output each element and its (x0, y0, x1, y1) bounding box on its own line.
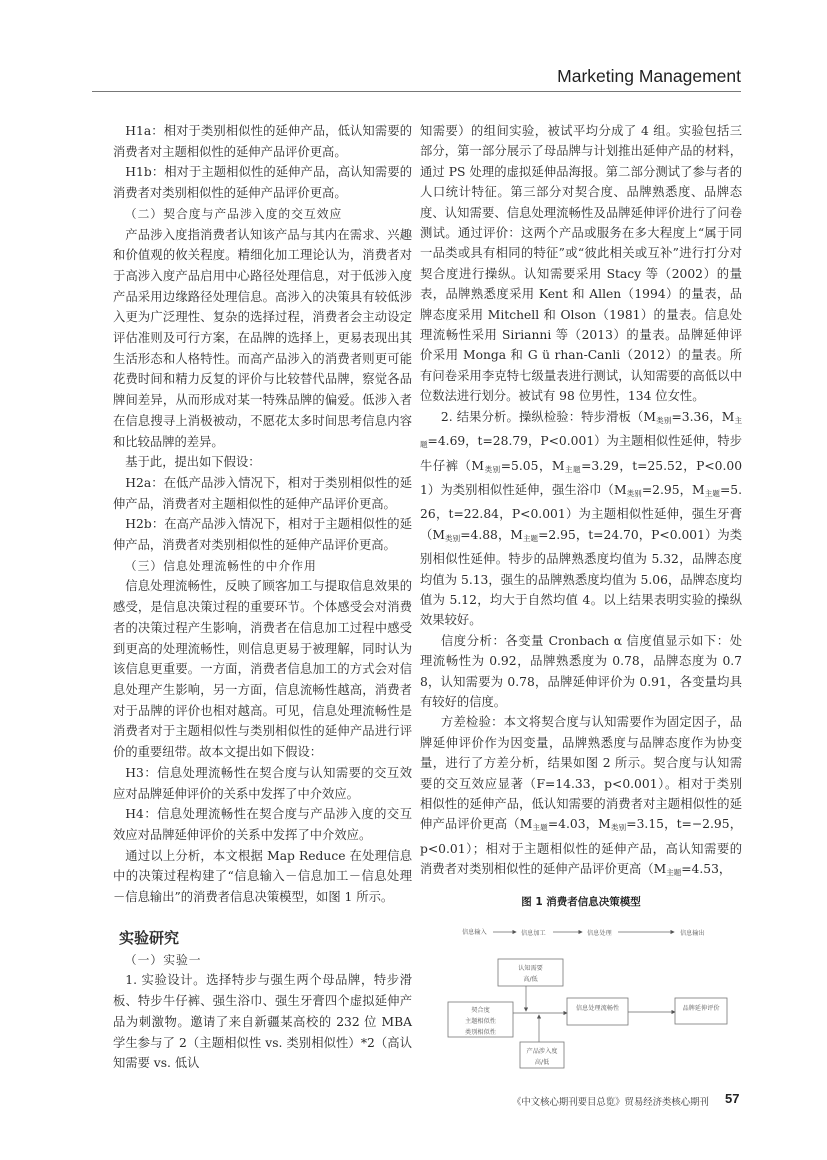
text-run: =4.88，M (460, 527, 523, 542)
cognition-label: 认知需要 (518, 964, 543, 972)
involvement-level: 高/低 (534, 1058, 550, 1066)
text-run: 2. 结果分析。操纵检验：特步滑板（M (440, 409, 657, 424)
paragraph-anova (420, 712, 742, 883)
left-column (113, 121, 412, 1074)
hypothesis-h4: H4：信息处理流畅性在契合度与产品涉入度的交互效应对品牌延伸评价的关系中发挥了中介效应。 (113, 807, 412, 842)
text-run: =4.53， (681, 862, 732, 877)
subscript: 主题 (564, 464, 582, 474)
paragraph-reliability: 信度分析：各变量 Cronbach α 信度值显示如下：处理流畅性为 0.92，品牌熟悉度为 0.78，品牌态度为 0.78，认知需要为 0.78，品牌延伸评价为 0.91，各变量均具有较好的信度。 (420, 633, 742, 709)
subscript: 类别 (484, 464, 501, 474)
stage-processing: 信息加工 (521, 929, 546, 937)
subscript: 类别 (656, 415, 672, 425)
right-column (420, 121, 742, 1079)
text-run: 方差检验：本文将契合度与认知需要作为固定因子，品牌延伸评价作为因变量，品牌熟悉度与品牌态度作为协变量，进行了方差分析，结果如图 2 所示。契合度与认知需要的交互效应显著（F=14.33，p<0.001）。相对于类别相似性的延伸产品，低认知需要的消费者对主题相似性的延伸产品评价更高（M (420, 715, 742, 832)
paragraph-fluency: 信息处理流畅性，反映了顾客加工与提取信息效果的感受，是信息决策过程的重要环节。个体感受会对消费者的决策过程产生影响，消费者在信息加工过程中感受到更高的处理流畅性，则信息更易于被理解，同时认为该信息更重要。一方面，消费者信息加工的方式会对信息处理产生影响，另一方面，信息流畅性越高，消费者对于品牌的评价也相对越高。可见，信息处理流畅性是消费者对于主题相似性与类别相似性的延伸产品进行评价的重要纽带。故本文提出如下假设： (113, 579, 412, 760)
fluency-label: 信息处理流畅性 (575, 1004, 620, 1012)
footer-journal: 《中文核心期刊要目总览》贸易经济类核心期刊 (512, 1097, 709, 1108)
text-run: =4.03，M (547, 817, 611, 832)
subscript: 类别 (444, 533, 461, 543)
cognition-level: 高/低 (523, 975, 538, 983)
stage-output: 信息输出 (680, 929, 705, 937)
subscript: 类别 (626, 488, 642, 498)
evaluation-label: 品牌延伸评价 (682, 1004, 720, 1012)
paragraph-design-continued: 知需要）的组间实验，被试平均分成了 4 组。实验包括三部分，第一部分展示了母品牌与计划推出延伸产品的材料，通过 PS 处理的虚拟延伸品海报。第二部分测试了参与者的人口统计特征。第三部分对契合度、品牌熟悉度、品牌态度、认知需要、信息处理流畅性及品牌延伸评价进行了问卷测试。通过评价：这两个产品或服务在多大程度上“属于同一品类或具有相同的特征”或“彼此相关或互补”进行打分对契合度进行操纵。认知需要采用 Stacy 等（2002）的量表，品牌熟悉度采用 Kent 和 Allen（1994）的量表，品牌态度采用 Mitchell 和 Olson（1981）的量表。信息处理流畅性采用 Sirianni 等（2013）的量表。品牌延伸评价采用 Monga 和 G ü rhan-Canli（2012）的量表。所有问卷采用李克特七级量表进行测试，认知需要的高低以中位数法进行划分。被试有 98 位男性，134 位女性。 (420, 124, 742, 404)
decision-model-diagram (440, 914, 740, 1079)
stage-handling: 信息处理 (587, 929, 612, 937)
text-run: =3.15，t=−2.95，p<0.01）；相对于主题相似性的延伸产品，高认知需要的消费者对类别相似性的延伸产品评价更高（M (420, 817, 743, 877)
paragraph-model: 通过以上分析，本文根据 Map Reduce 在处理信息中的决策过程构建了“信息输入－信息加工－信息处理－信息输出”的消费者信息决策模型，如图 1 所示。 (113, 848, 412, 905)
header-rule (92, 91, 741, 92)
hypothesis-h2b: H2b：在高产品涉入情况下，相对于主题相似性的延伸产品，消费者对类别相似性的延伸产品评价更高。 (113, 517, 412, 553)
text-run: =3.29，t=25.52，P<0.001）为类别相似性延伸，强生浴巾（M (420, 458, 743, 497)
text-run: =4.69，t=28.79，P<0.001）为主题相似性延伸，特步牛仔裤（M (420, 434, 742, 473)
subscript: 主题 (532, 823, 548, 833)
paragraph-results (420, 407, 742, 631)
text-run: =2.95，t=24.70，P<0.001）为类别相似性延伸。特步的品牌熟悉度均值为 5.32，品牌态度均值为 5.13，强生的品牌熟悉度均值为 5.06，品牌态度均值为 5.12，均大于自然均值 4。以上结果表明实验的操纵效果较好。 (420, 527, 743, 628)
text-run: =5.05，M (500, 458, 565, 473)
section-title: 实验研究 (119, 928, 180, 947)
running-header: Marketing Management (557, 66, 741, 86)
subheading-experiment-1: （一）实验一 (124, 952, 202, 967)
fit-theme: 主题相似性 (465, 1017, 496, 1025)
hypothesis-h2a: H2a：在低产品涉入情况下，相对于类别相似性的延伸产品，消费者对主题相似性的延伸产品评价更高。 (113, 475, 412, 511)
page-number: 57 (725, 1091, 740, 1106)
subheading-fluency: （三）信息处理流畅性的中介作用 (124, 558, 317, 573)
paragraph-hypotheses-intro: 基于此，提出如下假设： (125, 455, 261, 470)
text-run: =5.26，t=22.84，P<0.001）为主题相似性延伸，强生牙膏（M (420, 482, 743, 542)
hypothesis-h3: H3：信息处理流畅性在契合度与认知需要的交互效应对品牌延伸评价的关系中发挥了中介效应。 (113, 765, 412, 801)
subscript: 主题 (666, 868, 682, 878)
hypothesis-h1b: H1b：相对于主题相似性的延伸产品，高认知需要的消费者对类别相似性的延伸产品评价更高。 (113, 165, 412, 201)
subscript: 类别 (610, 823, 627, 833)
text-run: =3.36，M (671, 409, 735, 424)
stage-input: 信息输入 (462, 928, 487, 936)
subscript: 主题 (704, 488, 720, 498)
subscript: 主题 (420, 415, 743, 450)
text-run: =2.95，M (641, 482, 705, 497)
fit-category: 类别相似性 (465, 1028, 496, 1036)
involvement-label: 产品涉入度 (526, 1047, 558, 1055)
figure-title: 图 1 消费者信息决策模型 (521, 895, 641, 908)
subheading-fit-involvement: （二）契合度与产品涉入度的交互效应 (124, 206, 343, 221)
paragraph-involvement: 产品涉入度指消费者认知该产品与其内在需求、兴趣和价值观的攸关程度。精细化加工理论认为，消费者对于高涉入度产品启用中心路径处理信息，对于低涉入度产品采用边缘路径处理信息。高涉入的决策具有较低涉入更为广泛理性、复杂的选择过程，消费者会主动设定评估准则及可行方案，在品牌的选择上，更易表现出其生活形态和人格特性。而高产品涉入的消费者则更可能花费时间和精力反复的评价与比较替代品牌，察觉各品牌间差异，从而形成对某一特殊品牌的偏爱。低涉入者在信息搜寻上消极被动，不愿花太多时间思考信息内容和比较品牌的差异。 (113, 227, 412, 449)
subscript: 主题 (522, 533, 539, 543)
paragraph-experiment-design: 1. 实验设计。选择特步与强生两个母品牌，特步滑板、特步牛仔裤、强生浴巾、强生牙膏四个虚拟延伸产品为刺激物。邀请了来自新疆某高校的 232 位 MBA 学生参与了 2（主题相似性 vs. 类别相似性）*2（高认知需要 vs. 低认 (113, 973, 412, 1071)
fit-label: 契合度 (471, 1006, 490, 1014)
hypothesis-h1a: H1a：相对于类别相似性的延伸产品，低认知需要的消费者对主题相似性的延伸产品评价更高。 (113, 124, 412, 159)
